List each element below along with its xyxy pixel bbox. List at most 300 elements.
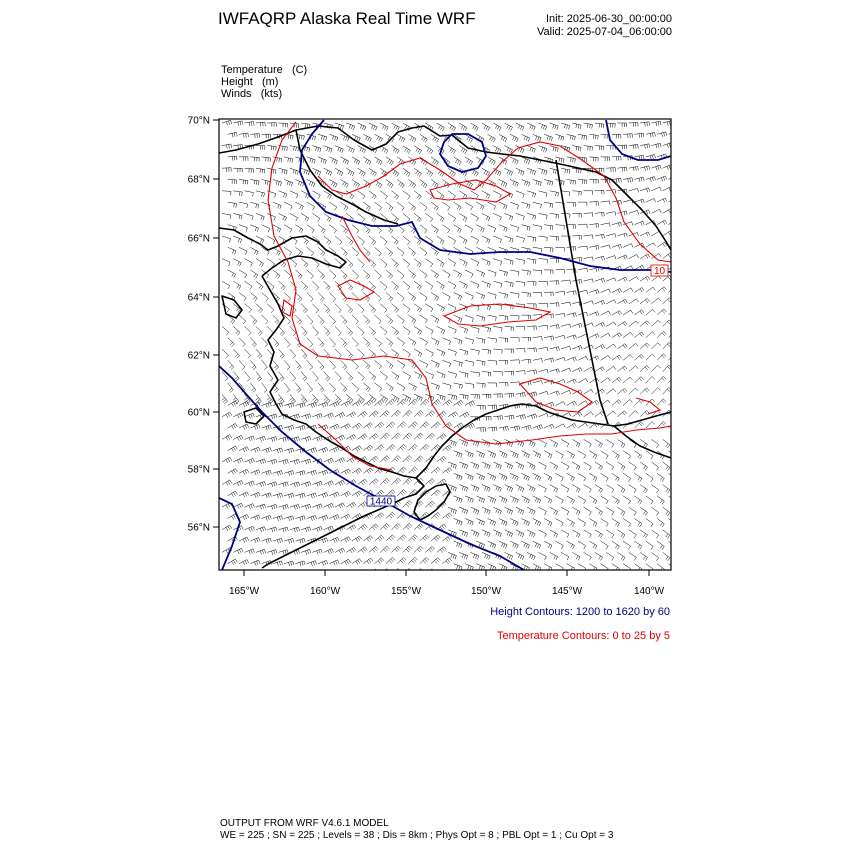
wind-barb — [414, 546, 423, 552]
wind-barb — [301, 372, 307, 381]
wind-barb — [403, 236, 410, 245]
wind-barb — [572, 552, 580, 560]
wind-barb — [403, 523, 412, 530]
wind-barb — [369, 547, 378, 553]
wind-barb — [578, 268, 588, 272]
wind-barb — [516, 123, 524, 131]
wind-barb — [629, 388, 638, 394]
wind-barb — [550, 259, 559, 263]
wind-barb — [250, 515, 260, 520]
wind-barb — [437, 547, 447, 553]
wind-barb — [324, 304, 330, 313]
wind-barb — [499, 247, 508, 254]
wind-barb — [262, 538, 272, 543]
wind-barb — [476, 270, 484, 277]
wind-barb — [222, 457, 232, 463]
wind-barb — [228, 423, 238, 429]
wind-barb — [301, 572, 311, 577]
wind-barb — [589, 246, 599, 250]
wind-barb — [369, 304, 376, 313]
wind-barb — [623, 473, 631, 481]
wind-barb — [295, 493, 305, 498]
wind-barb — [324, 526, 334, 532]
wind-barbs — [222, 120, 690, 584]
wind-barb — [459, 575, 467, 582]
wind-barb — [550, 485, 558, 493]
wind-barb — [674, 208, 684, 213]
wind-barb — [307, 247, 314, 256]
wind-barb — [397, 360, 405, 368]
wind-barb — [228, 446, 238, 452]
wind-barb — [392, 304, 399, 313]
wind-barb — [578, 451, 586, 459]
wind-barb — [527, 213, 536, 219]
wind-barb — [431, 467, 440, 473]
wind-barb — [623, 451, 631, 459]
wind-barb — [533, 381, 543, 385]
wind-barb — [329, 315, 335, 324]
wind-barb — [476, 428, 485, 432]
latitude-tick-label: 58°N — [187, 464, 210, 476]
wind-barb — [510, 451, 518, 458]
wind-barb — [629, 321, 639, 326]
wind-barb — [318, 383, 324, 392]
wind-barb — [668, 286, 677, 292]
wind-barb — [358, 236, 365, 245]
wind-barb — [533, 337, 542, 341]
wind-barb — [448, 281, 456, 289]
wind-barb — [403, 191, 410, 200]
wind-barb — [290, 505, 300, 510]
wind-barb — [352, 225, 359, 234]
wind-barb — [245, 168, 254, 173]
wind-barb — [312, 372, 318, 381]
wind-barb — [651, 485, 658, 494]
wind-barb — [369, 394, 376, 403]
latitude-tick-label: 68°N — [187, 174, 210, 186]
wind-barb — [420, 338, 428, 346]
wind-barb — [239, 157, 248, 161]
wind-barb — [318, 315, 324, 324]
wind-barb — [239, 447, 249, 453]
wind-barb — [606, 439, 614, 447]
wind-barb — [555, 291, 564, 295]
wind-barb — [533, 359, 543, 363]
wind-barb — [437, 372, 446, 379]
wind-barb — [454, 157, 462, 165]
wind-barb — [408, 134, 416, 142]
wind-barb — [606, 234, 616, 238]
wind-barb — [544, 292, 553, 296]
wind-barb — [505, 349, 514, 353]
wind-barb — [352, 423, 362, 429]
wind-barb — [595, 146, 604, 151]
wind-barb — [505, 236, 514, 243]
wind-barb — [284, 448, 294, 453]
wind-barb — [414, 304, 421, 312]
wind-barb — [408, 315, 415, 323]
wind-barb — [510, 225, 519, 232]
wind-barb — [499, 541, 507, 548]
wind-barb — [341, 315, 347, 324]
wind-barb — [341, 338, 347, 347]
alaska-peninsula — [268, 478, 424, 564]
wind-barb — [279, 505, 289, 510]
wind-barb — [595, 411, 605, 417]
wind-barb — [589, 134, 598, 139]
wind-barb — [386, 293, 393, 302]
wind-barb — [324, 458, 334, 464]
wind-barb — [538, 259, 547, 264]
wind-barb — [482, 123, 490, 131]
wind-barb — [674, 120, 684, 125]
wind-barb — [527, 326, 536, 330]
wind-barb — [505, 371, 514, 375]
wind-barb — [651, 462, 658, 471]
wind-barb — [228, 270, 236, 278]
wind-barb — [318, 493, 328, 498]
wind-barb — [397, 422, 406, 428]
wind-barb — [482, 281, 491, 288]
wind-barb — [578, 496, 586, 504]
wind-barb — [335, 480, 345, 486]
wind-barb — [454, 315, 462, 322]
wind-barb — [279, 349, 285, 358]
wind-barb — [267, 123, 276, 127]
wind-barb — [403, 433, 412, 440]
wind-barb — [267, 146, 276, 151]
wind-barb — [358, 502, 368, 508]
wind-barb — [369, 479, 378, 485]
wind-barb — [555, 451, 563, 459]
wind-barb — [572, 213, 581, 217]
wind-barb — [352, 157, 360, 165]
contour-label-temperature — [651, 265, 668, 277]
wind-barb — [329, 492, 339, 498]
wind-barb — [233, 481, 243, 487]
wind-barb — [634, 473, 642, 481]
wind-barb — [510, 496, 518, 503]
wind-barb — [346, 123, 354, 130]
wind-barb — [363, 338, 370, 347]
wind-barb — [329, 537, 339, 543]
height-contour — [440, 134, 486, 172]
wind-barb — [674, 253, 683, 259]
wind-barb — [493, 123, 501, 131]
wind-barb — [601, 519, 609, 527]
wind-barb — [538, 530, 546, 538]
wind-barb — [493, 146, 501, 154]
wind-barb — [392, 546, 401, 552]
wind-barb — [425, 411, 434, 417]
wind-barb — [386, 315, 393, 324]
wind-barb — [572, 485, 580, 493]
wind-barb — [499, 360, 508, 364]
wind-barb — [651, 507, 658, 516]
temperature-contour — [430, 180, 510, 202]
wind-barb — [465, 338, 474, 344]
wind-barb — [284, 338, 290, 347]
wind-barb — [629, 575, 637, 583]
wind-barb — [538, 168, 547, 175]
wind-barb — [239, 401, 249, 407]
wind-barb — [459, 552, 467, 559]
wind-barb — [284, 383, 290, 393]
wind-barb — [499, 270, 508, 276]
wind-barb — [273, 202, 281, 209]
wind-barb — [606, 507, 614, 515]
wind-barb — [301, 326, 307, 335]
wind-barb — [431, 225, 438, 234]
wind-barb — [392, 236, 399, 245]
wind-barb — [527, 462, 535, 470]
wind-barb — [380, 168, 388, 176]
wind-barb — [431, 180, 438, 189]
wind-barb — [493, 485, 501, 492]
wind-barb — [538, 213, 547, 219]
wind-barb — [680, 473, 687, 482]
wind-barb — [482, 485, 490, 492]
wind-barb — [465, 401, 475, 407]
wind-barb — [228, 383, 234, 393]
wind-barb — [222, 326, 229, 335]
page-title: IWFAQRP Alaska Real Time WRF — [218, 9, 476, 28]
wind-barb — [544, 225, 553, 230]
wind-barb — [329, 560, 339, 566]
wind-barb — [386, 157, 394, 165]
wind-barb — [420, 422, 429, 428]
wind-barb — [262, 493, 272, 498]
wind-barb — [307, 383, 313, 392]
wind-barb — [431, 422, 440, 428]
wind-barb — [634, 496, 642, 504]
wind-barb — [544, 473, 552, 481]
wind-barb — [284, 225, 292, 233]
wind-barb — [550, 325, 560, 329]
wind-barb — [533, 425, 543, 430]
wind-barb — [448, 394, 457, 400]
wind-barb — [521, 519, 529, 527]
wind-barb — [499, 426, 509, 431]
wind-barb — [561, 280, 570, 284]
wind-barb — [493, 349, 502, 354]
wind-barb — [239, 514, 249, 520]
wind-barb — [618, 507, 626, 515]
wind-barb — [318, 402, 328, 407]
wind-barb — [431, 202, 438, 211]
wind-barb — [414, 349, 422, 357]
wind-barb — [629, 485, 637, 493]
wind-barb — [307, 180, 315, 187]
wind-barb — [267, 550, 277, 555]
wind-barb — [250, 315, 257, 324]
wind-barb — [499, 382, 508, 386]
wind-barb — [578, 356, 588, 360]
wind-barb — [623, 519, 631, 527]
wind-barb — [301, 213, 309, 221]
wind-barb — [538, 236, 547, 241]
wind-barb — [465, 293, 473, 300]
wind-barb — [454, 519, 463, 526]
wind-barb — [329, 360, 335, 369]
longitude-tick-label: 165°W — [228, 586, 260, 597]
wind-barb — [657, 354, 666, 361]
wind-barb — [521, 315, 530, 319]
wind-barb — [595, 256, 605, 260]
wind-barb — [668, 131, 678, 136]
wind-barb — [233, 281, 241, 289]
wind-barb — [397, 338, 404, 347]
wind-barb — [668, 376, 677, 383]
wind-barb — [267, 304, 274, 313]
wind-barb — [623, 496, 631, 504]
wind-barb — [510, 270, 519, 276]
wind-barb — [250, 202, 259, 208]
wind-barb — [459, 349, 468, 355]
wind-barb — [262, 157, 271, 162]
wind-barb — [363, 157, 371, 165]
wind-barb — [567, 313, 577, 318]
wind-barb — [312, 281, 319, 290]
wind-barb — [459, 191, 467, 199]
wind-barb — [555, 225, 564, 230]
wind-barb — [505, 485, 513, 492]
wind-barb — [301, 349, 307, 358]
wind-barb — [448, 575, 456, 582]
wind-barb — [250, 293, 257, 302]
wind-barb — [651, 343, 660, 349]
wind-barb — [352, 536, 362, 542]
wind-barb — [341, 270, 348, 279]
wind-barb — [578, 246, 588, 250]
wind-barb — [601, 378, 611, 383]
wind-barb — [346, 434, 356, 440]
wind-barb — [459, 462, 467, 469]
wind-barb — [533, 247, 542, 252]
wind-barb — [584, 191, 593, 195]
wind-barb — [284, 561, 294, 566]
wind-barb — [295, 425, 305, 430]
wind-barb — [273, 471, 283, 476]
wind-barb — [346, 326, 352, 335]
wind-barb — [482, 349, 491, 354]
wind-barb — [640, 188, 650, 193]
aleutian-chain — [226, 564, 268, 580]
wind-barb — [584, 279, 594, 283]
wind-barb — [420, 535, 429, 541]
wind-barb — [346, 304, 352, 313]
wind-barb — [459, 123, 467, 131]
wind-barb — [279, 281, 286, 290]
wind-barb — [442, 468, 451, 474]
wind-barb — [493, 575, 501, 582]
wind-barb — [312, 504, 322, 509]
wind-barb — [324, 549, 334, 555]
wind-barb — [533, 293, 542, 297]
wind-barb — [392, 394, 400, 402]
wind-barb — [589, 290, 599, 295]
wind-barb — [442, 338, 450, 345]
wind-barb — [295, 225, 303, 233]
wind-barb — [601, 333, 611, 338]
wind-barb — [335, 372, 341, 381]
wind-barb — [527, 552, 535, 560]
wind-barb — [341, 469, 351, 475]
wind-barb — [663, 530, 670, 539]
wind-barb — [363, 270, 370, 279]
wind-barb — [572, 507, 580, 515]
wind-barb — [239, 360, 245, 369]
wind-barb — [380, 259, 387, 268]
wind-barb — [640, 254, 650, 259]
wind-barb — [612, 244, 622, 249]
wind-barb — [233, 304, 240, 313]
wind-barb — [420, 247, 427, 256]
wind-barb — [595, 234, 605, 238]
wind-barb — [612, 519, 620, 527]
wind-barb — [567, 451, 575, 459]
wind-barb — [651, 439, 658, 448]
wind-barb — [499, 202, 507, 209]
wind-barb — [516, 259, 525, 265]
wind-barb — [352, 401, 362, 407]
wind-barb — [324, 394, 330, 403]
wind-barb — [363, 423, 373, 429]
wind-barb — [601, 451, 609, 459]
wind-barb — [279, 372, 285, 382]
wind-barb — [488, 451, 496, 458]
wind-barb — [414, 168, 421, 177]
wind-barb — [256, 436, 266, 441]
wind-barb — [420, 202, 427, 211]
wind-barb — [341, 492, 351, 498]
wind-barb — [324, 281, 331, 290]
wind-barb — [493, 213, 501, 220]
wind-barb — [674, 297, 683, 303]
wind-barb — [284, 538, 294, 543]
wind-barb — [550, 439, 558, 447]
wind-barb — [233, 326, 240, 335]
wind-barb — [612, 156, 621, 160]
wind-barb — [668, 264, 677, 270]
wind-barb — [358, 191, 365, 199]
wind-barb — [267, 482, 277, 487]
wind-barb — [335, 503, 345, 509]
wind-barb — [618, 167, 628, 172]
wind-barb — [256, 168, 265, 173]
wind-barb — [403, 410, 412, 417]
wind-barb — [341, 157, 349, 165]
wind-barb — [346, 349, 352, 358]
wind-barb — [403, 326, 410, 335]
wind-barb — [538, 439, 546, 447]
wind-barb — [335, 236, 342, 245]
wind-barb — [601, 473, 609, 481]
wind-barb — [510, 473, 518, 480]
wind-barb — [369, 456, 378, 462]
wind-barb — [369, 411, 378, 417]
wind-barb — [674, 410, 683, 417]
wind-barb — [425, 304, 433, 312]
wind-barb — [606, 168, 615, 172]
wind-barb — [346, 525, 356, 531]
wind-barb — [437, 236, 444, 244]
wind-barb — [516, 530, 524, 538]
wind-barb — [329, 515, 339, 521]
wind-barb — [380, 456, 389, 462]
wind-barb — [538, 191, 547, 197]
wind-barb — [335, 548, 345, 554]
